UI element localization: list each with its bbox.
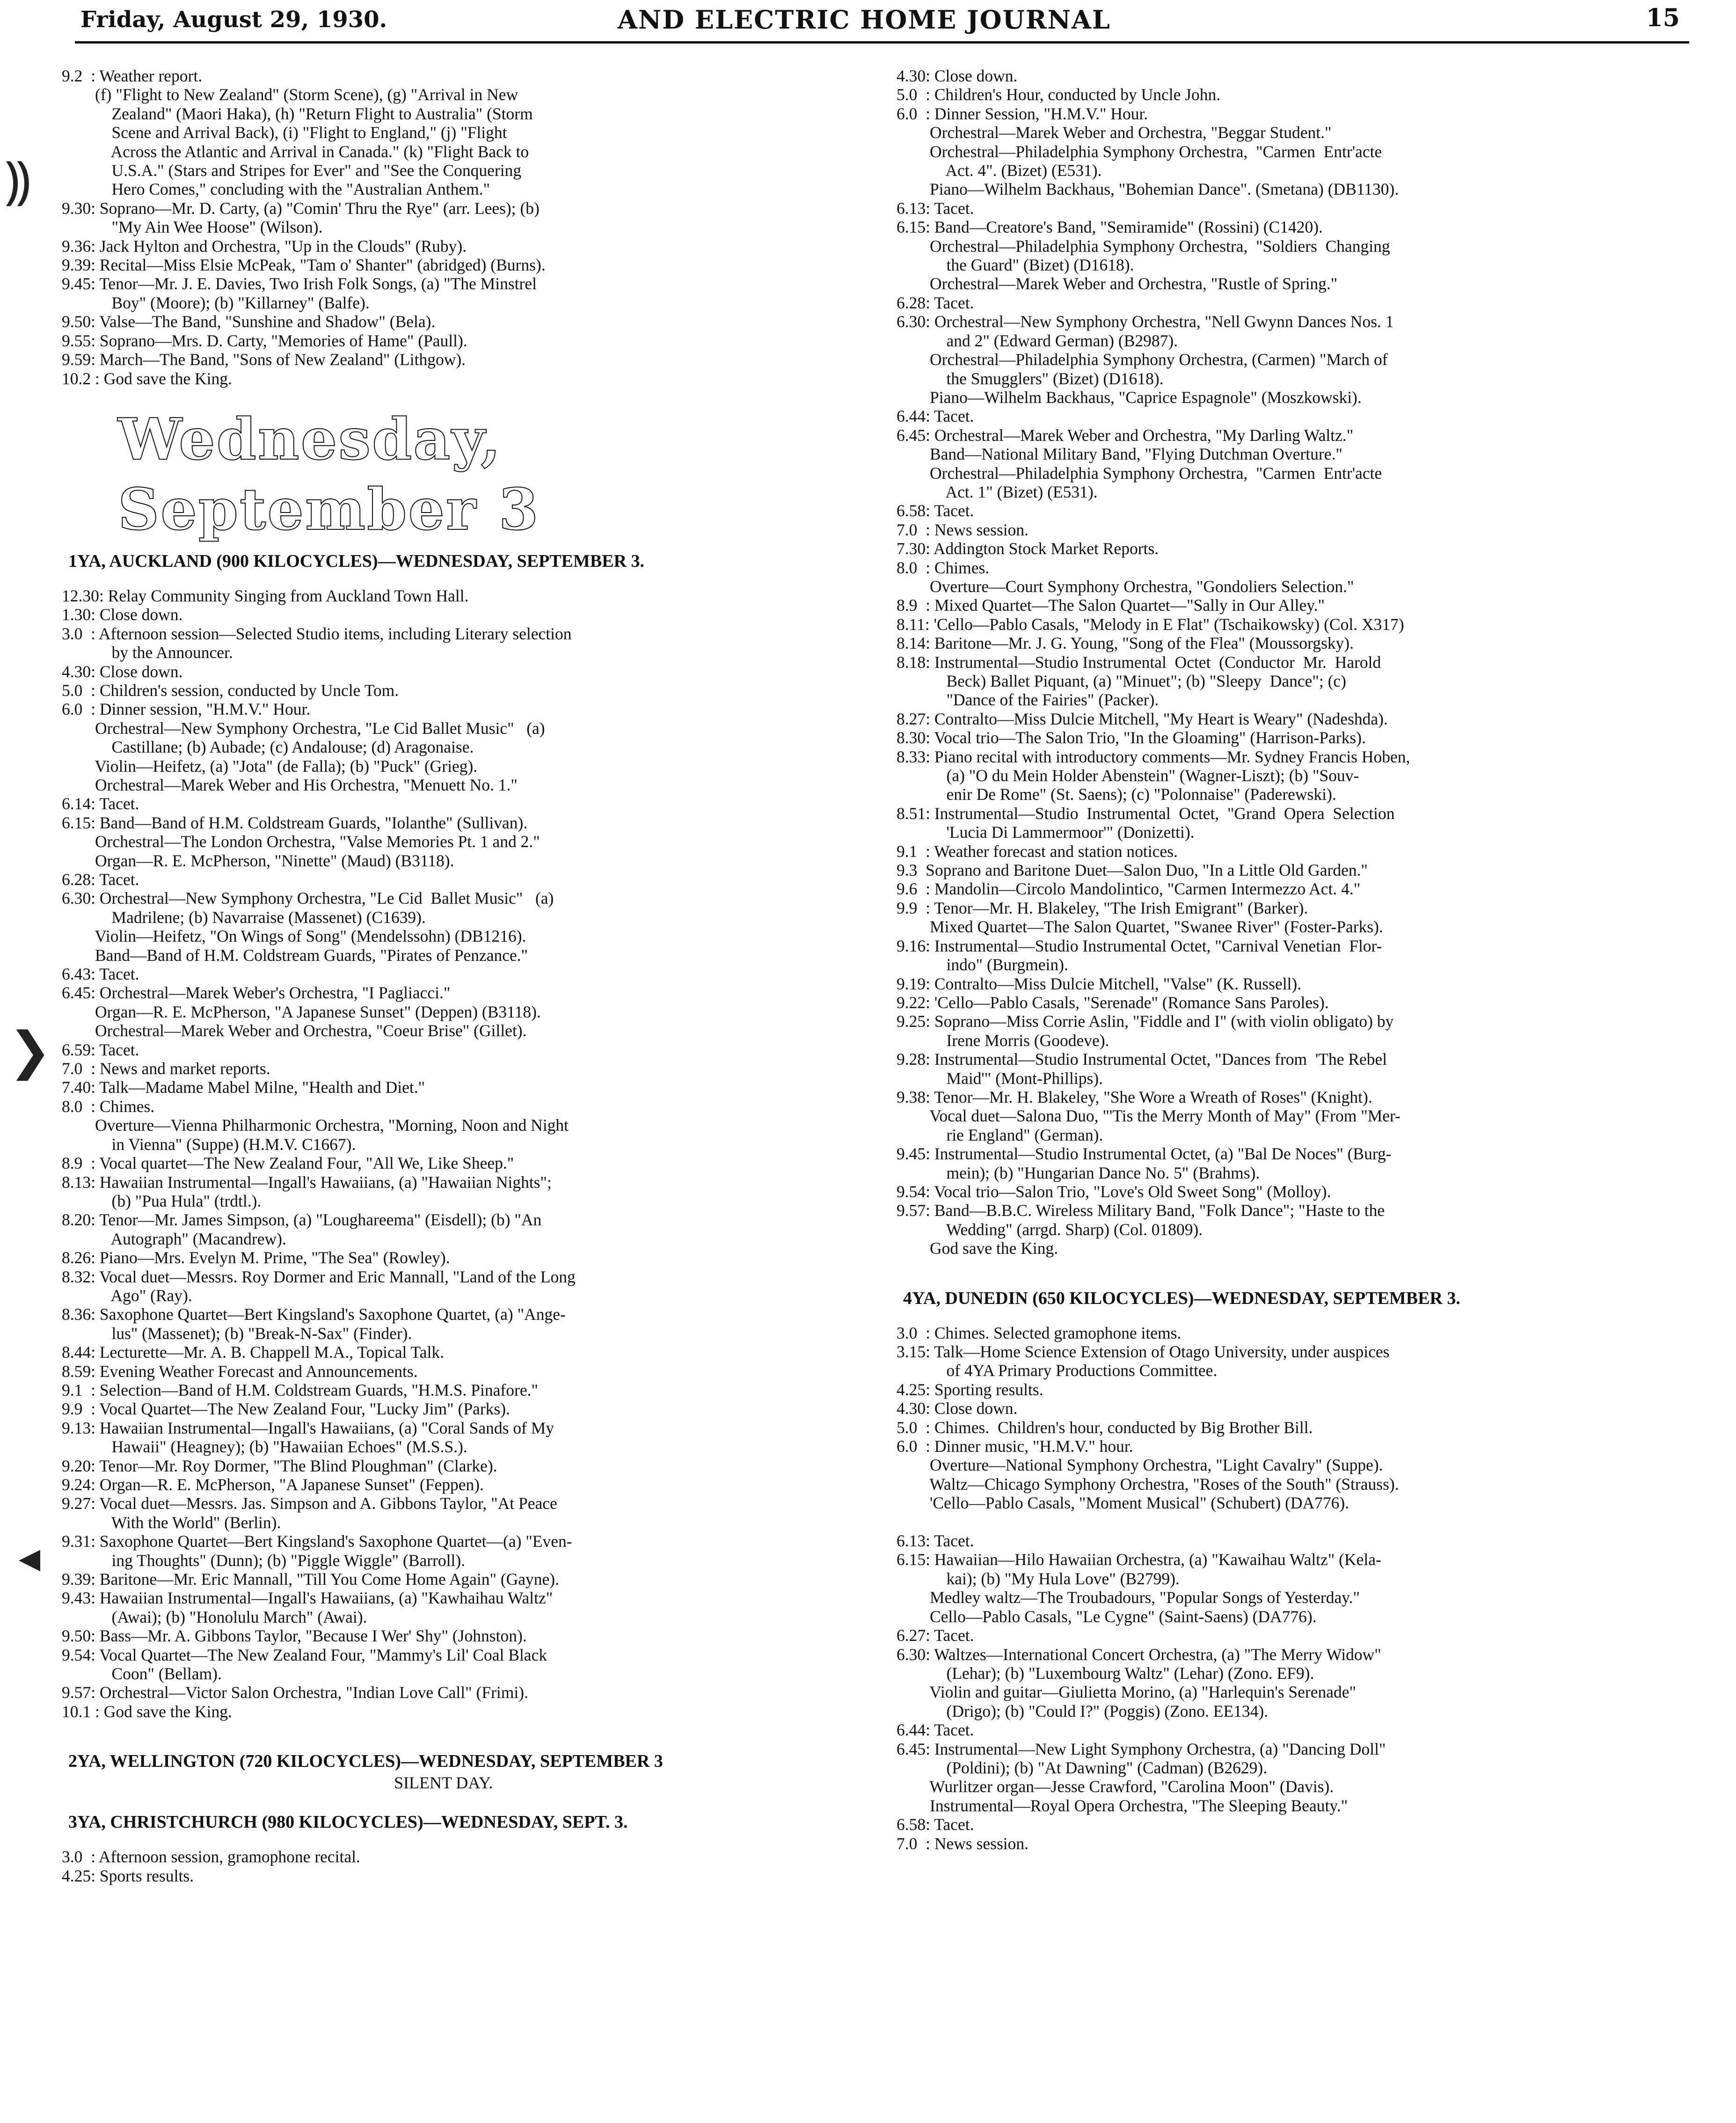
program-line: "My Ain Wee Hoose" (Wilson). bbox=[62, 218, 323, 237]
program-line: 9.13: Hawaiian Instrumental—Ingall's Hawaiians, (a) "Coral Sands of My bbox=[62, 1418, 554, 1437]
program-line: (f) "Flight to New Zealand" (Storm Scene), (g) "Arrival in New bbox=[62, 85, 518, 104]
program-line: mein); (b) "Hungarian Dance No. 5" (Brahms). bbox=[897, 1163, 1260, 1182]
left-column bbox=[62, 66, 867, 1885]
program-line: 3.0 : Afternoon session, gramophone recital. bbox=[62, 1847, 360, 1867]
station-heading-2ya: 2YA, WELLINGTON (720 KILOCYCLES)—WEDNESDAY, SEPTEMBER 3 bbox=[68, 1751, 663, 1772]
program-line: Overture—Court Symphony Orchestra, "Gondoliers Selection." bbox=[897, 577, 1354, 596]
program-line: Waltz—Chicago Symphony Orchestra, "Roses of the South" (Strauss). bbox=[897, 1474, 1399, 1493]
program-line: 6.44: Tacet. bbox=[897, 407, 974, 426]
program-line: 9.6 : Mandolin—Circolo Mandolintico, "Carmen Intermezzo Act. 4." bbox=[897, 879, 1361, 899]
program-line: ing Thoughts" (Dunn); (b) "Piggle Wiggle" (Barroll). bbox=[62, 1551, 466, 1570]
program-line: Act. 4". (Bizet) (E531). bbox=[897, 161, 1102, 180]
program-line: 'Cello—Pablo Casals, "Moment Musical" (Schubert) (DA776). bbox=[897, 1493, 1349, 1513]
program-line: Organ—R. E. McPherson, "A Japanese Sunset" (Deppen) (B3118). bbox=[62, 1002, 541, 1021]
program-line: Wedding" (arrgd. Sharp) (Col. 01809). bbox=[897, 1220, 1203, 1239]
program-line: Irene Morris (Goodeve). bbox=[897, 1031, 1109, 1050]
program-line: 8.11: 'Cello—Pablo Casals, "Melody in E Flat" (Tschaikowsky) (Col. X317) bbox=[897, 615, 1404, 634]
program-line: 9.50: Valse—The Band, "Sunshine and Shadow" (Bela). bbox=[62, 312, 436, 331]
program-line: 9.45: Instrumental—Studio Instrumental Octet, (a) "Bal De Noces" (Burg- bbox=[897, 1144, 1392, 1164]
program-line: 6.45: Orchestral—Marek Weber's Orchestra, "I Pagliacci." bbox=[62, 983, 451, 1003]
program-line: 3.15: Talk—Home Science Extension of Otago University, under auspices bbox=[897, 1342, 1390, 1361]
program-line: Orchestral—Philadelphia Symphony Orchestra, "Carmen Entr'acte bbox=[897, 463, 1382, 483]
program-line: 1.30: Close down. bbox=[62, 605, 183, 624]
program-line: 8.0 : Chimes. bbox=[62, 1097, 155, 1116]
program-line: 4.25: Sports results. bbox=[62, 1866, 194, 1885]
program-line: 'Lucia Di Lammermoor'" (Donizetti). bbox=[897, 823, 1195, 842]
program-line: Zealand" (Maori Haka), (h) "Return Flight to Australia" (Storm bbox=[62, 104, 533, 123]
program-line: 9.30: Soprano—Mr. D. Carty, (a) "Comin' Thru the Rye" (arr. Lees); (b) bbox=[62, 198, 540, 218]
station-heading-3ya: 3YA, CHRISTCHURCH (980 KILOCYCLES)—WEDNESDAY, SEPT. 3. bbox=[68, 1812, 628, 1832]
program-line: 9.43: Hawaiian Instrumental—Ingall's Hawaiians, (a) "Kawhaihau Waltz" bbox=[62, 1589, 553, 1608]
program-line: 8.33: Piano recital with introductory comments—Mr. Sydney Francis Hoben, bbox=[897, 747, 1410, 766]
program-line: 7.40: Talk—Madame Mabel Milne, "Health and Diet." bbox=[62, 1078, 425, 1097]
header-journal-title: AND ELECTRIC HOME JOURNAL bbox=[618, 5, 1111, 35]
program-line: 9.24: Organ—R. E. McPherson, "A Japanese Sunset" (Feppen). bbox=[62, 1475, 484, 1494]
program-line: 6.15: Hawaiian—Hilo Hawaiian Orchestra, (a) "Kawaihau Waltz" (Kela- bbox=[897, 1550, 1381, 1569]
program-line: (Awai); (b) "Honolulu March" (Awai). bbox=[62, 1607, 367, 1626]
station-heading-1ya: 1YA, AUCKLAND (900 KILOCYCLES)—WEDNESDAY, SEPTEMBER 3. bbox=[68, 551, 645, 571]
program-line: Medley waltz—The Troubadours, "Popular Songs of Yesterday." bbox=[897, 1588, 1360, 1607]
program-line: 12.30: Relay Community Singing from Auckland Town Hall. bbox=[62, 586, 469, 605]
program-line: 8.18: Instrumental—Studio Instrumental Octet (Conductor Mr. Harold bbox=[897, 652, 1381, 672]
program-line: Orchestral—Marek Weber and Orchestra, "Rustle of Spring." bbox=[897, 274, 1338, 293]
page-number: 15 bbox=[1646, 4, 1680, 32]
right-column bbox=[897, 66, 1687, 1853]
program-line: 6.13: Tacet. bbox=[897, 1531, 974, 1551]
program-line: 9.54: Vocal Quartet—The New Zealand Four, "Mammy's Lil' Coal Black bbox=[62, 1645, 547, 1664]
program-line: 8.13: Hawaiian Instrumental—Ingall's Hawaiians, (a) "Hawaiian Nights"; bbox=[62, 1172, 552, 1192]
program-line: 6.30: Orchestral—New Symphony Orchestra, "Nell Gwynn Dances Nos. 1 bbox=[897, 312, 1394, 331]
program-line: 9.3 Soprano and Baritone Duet—Salon Duo, "In a Little Old Garden." bbox=[897, 861, 1368, 880]
program-line: 4.30: Close down. bbox=[62, 662, 183, 681]
program-line: 8.32: Vocal duet—Messrs. Roy Dormer and Eric Mannall, "Land of the Long bbox=[62, 1267, 576, 1286]
program-line: 7.0 : News session. bbox=[897, 1834, 1029, 1853]
program-line: 9.57: Band—B.B.C. Wireless Military Band, "Folk Dance"; "Haste to the bbox=[897, 1201, 1385, 1220]
program-line: and 2" (Edward German) (B2987). bbox=[897, 331, 1178, 350]
program-line: 6.58: Tacet. bbox=[897, 1815, 974, 1834]
program-line: 9.28: Instrumental—Studio Instrumental Octet, "Dances from 'The Rebel bbox=[897, 1050, 1387, 1069]
program-line: Violin—Heifetz, "On Wings of Song" (Mendelssohn) (DB1216). bbox=[62, 927, 526, 946]
program-line: 9.1 : Weather forecast and station notices. bbox=[897, 842, 1178, 861]
program-line: 7.0 : News session. bbox=[897, 520, 1029, 539]
program-line: 9.36: Jack Hylton and Orchestra, "Up in the Clouds" (Ruby). bbox=[62, 236, 467, 256]
program-line: Orchestral—New Symphony Orchestra, "Le Cid Ballet Music" (a) bbox=[62, 718, 545, 738]
program-line: Orchestral—Marek Weber and Orchestra, "Beggar Student." bbox=[897, 123, 1332, 142]
program-line bbox=[897, 1513, 1687, 1531]
program-line: 5.0 : Children's Hour, conducted by Uncle John. bbox=[897, 85, 1221, 104]
program-line: 6.43: Tacet. bbox=[62, 965, 139, 984]
program-line: 8.36: Saxophone Quartet—Bert Kingsland's Saxophone Quartet, (a) "Ange- bbox=[62, 1305, 566, 1324]
program-line: 9.27: Vocal duet—Messrs. Jas. Simpson and A. Gibbons Taylor, "At Peace bbox=[62, 1494, 557, 1513]
program-line: (Poldini); (b) "At Dawning" (Cadman) (B2629). bbox=[897, 1758, 1268, 1777]
program-line: 8.26: Piano—Mrs. Evelyn M. Prime, "The Sea" (Rowley). bbox=[62, 1248, 450, 1267]
program-line: Mixed Quartet—The Salon Quartet, "Swanee River" (Foster-Parks). bbox=[897, 917, 1383, 937]
program-line: indo" (Burgmein). bbox=[897, 955, 1068, 974]
program-line: Piano—Wilhelm Backhaus, "Bohemian Dance". (Smetana) (DB1130). bbox=[897, 180, 1399, 199]
program-line: of 4YA Primary Productions Committee. bbox=[897, 1361, 1218, 1380]
margin-mark-top: ⸩ bbox=[5, 150, 31, 210]
header-date: Friday, August 29, 1930. bbox=[80, 7, 387, 33]
program-line: Hero Comes," concluding with the "Australian Anthem." bbox=[62, 180, 490, 199]
program-line: Piano—Wilhelm Backhaus, "Caprice Espagnole" (Moszkowski). bbox=[897, 388, 1362, 407]
program-line: Orchestral—The London Orchestra, "Valse Memories Pt. 1 and 2." bbox=[62, 832, 540, 851]
program-list-4ya bbox=[897, 1324, 1687, 1853]
program-line: Orchestral—Marek Weber and Orchestra, "Coeur Brise" (Gillet). bbox=[62, 1021, 527, 1040]
program-line: Across the Atlantic and Arrival in Canada." (k) "Flight Back to bbox=[62, 142, 529, 161]
program-line: Overture—Vienna Philharmonic Orchestra, "Morning, Noon and Night bbox=[62, 1116, 569, 1135]
program-list-3ya bbox=[62, 1847, 867, 1885]
program-list-3ya-continued bbox=[897, 66, 1687, 1258]
program-line: 8.51: Instrumental—Studio Instrumental Octet, "Grand Opera Selection bbox=[897, 804, 1395, 823]
program-line: 9.55: Soprano—Mrs. D. Carty, "Memories of Hame" (Paull). bbox=[62, 331, 467, 350]
program-line: Cello—Pablo Casals, "Le Cygne" (Saint-Saens) (DA776). bbox=[897, 1607, 1317, 1626]
program-line: 8.59: Evening Weather Forecast and Announcements. bbox=[62, 1362, 418, 1381]
program-line: Scene and Arrival Back), (i) "Flight to England," (j) "Flight bbox=[62, 123, 507, 142]
program-line: 6.59: Tacet. bbox=[62, 1040, 139, 1059]
program-line: Act. 1" (Bizet) (E531). bbox=[897, 482, 1098, 501]
program-line: 8.30: Vocal trio—The Salon Trio, "In the Gloaming" (Harrison-Parks). bbox=[897, 728, 1366, 747]
program-line: 6.45: Instrumental—New Light Symphony Orchestra, (a) "Dancing Doll" bbox=[897, 1739, 1386, 1758]
program-line: 8.9 : Mixed Quartet—The Salon Quartet—"Sally in Our Alley." bbox=[897, 596, 1325, 615]
program-line: 8.9 : Vocal quartet—The New Zealand Four, "All We, Like Sheep." bbox=[62, 1154, 514, 1173]
program-line: 5.0 : Children's session, conducted by Uncle Tom. bbox=[62, 681, 399, 700]
program-line: 6.30: Waltzes—International Concert Orchestra, (a) "The Merry Widow" bbox=[897, 1645, 1381, 1664]
program-line: 10.2 : God save the King. bbox=[62, 369, 232, 388]
program-line: Boy" (Moore); (b) "Killarney" (Balfe). bbox=[62, 293, 370, 312]
page-header bbox=[75, 0, 1689, 44]
program-line: 9.9 : Tenor—Mr. H. Blakeley, "The Irish Emigrant" (Barker). bbox=[897, 898, 1308, 917]
program-line: 4.30: Close down. bbox=[897, 66, 1018, 85]
program-line: Organ—R. E. McPherson, "Ninette" (Maud) (B3118). bbox=[62, 851, 454, 870]
program-line: 8.0 : Chimes. bbox=[897, 558, 990, 577]
margin-mark-lower: ◀ bbox=[19, 1542, 41, 1575]
program-line: 6.45: Orchestral—Marek Weber and Orchestra, "My Darling Waltz." bbox=[897, 425, 1354, 445]
station-heading-4ya: 4YA, DUNEDIN (650 KILOCYCLES)—WEDNESDAY, SEPTEMBER 3. bbox=[903, 1288, 1460, 1308]
program-line: (Drigo); (b) "Could I?" (Poggis) (Zono. EE134). bbox=[897, 1701, 1269, 1720]
program-line: Madrilene; (b) Navarraise (Massenet) (C1639). bbox=[62, 908, 426, 927]
program-line: 8.14: Baritone—Mr. J. G. Young, "Song of the Flea" (Moussorgsky). bbox=[897, 634, 1354, 653]
program-line: by the Announcer. bbox=[62, 643, 233, 662]
program-line: Band—Band of H.M. Coldstream Guards, "Pirates of Penzance." bbox=[62, 945, 528, 965]
program-line: Beck) Ballet Piquant, (a) "Minuet"; (b) "Sleepy Dance"; (c) bbox=[897, 672, 1346, 690]
program-line: Castillane; (b) Aubade; (c) Andalouse; (d) Aragonaise. bbox=[62, 738, 474, 757]
program-line: Autograph" (Macandrew). bbox=[62, 1229, 286, 1248]
silent-day-note: SILENT DAY. bbox=[394, 1773, 493, 1793]
program-line: 9.38: Tenor—Mr. H. Blakeley, "She Wore a Wreath of Roses" (Knight). bbox=[897, 1087, 1372, 1106]
program-line: 9.20: Tenor—Mr. Roy Dormer, "The Blind Ploughman" (Clarke). bbox=[62, 1456, 497, 1475]
program-line: 6.28: Tacet. bbox=[897, 293, 974, 312]
program-line: rie England" (German). bbox=[897, 1125, 1103, 1144]
program-line: lus" (Massenet); (b) "Break-N-Sax" (Finder). bbox=[62, 1324, 412, 1343]
program-line: 9.31: Saxophone Quartet—Bert Kingsland's Saxophone Quartet—(a) "Even- bbox=[62, 1532, 572, 1551]
program-line: Hawaii" (Heagney); (b) "Hawaiian Echoes" (M.S.S.). bbox=[62, 1437, 467, 1457]
program-line: 9.50: Bass—Mr. A. Gibbons Taylor, "Because I Wer' Shy" (Johnston). bbox=[62, 1626, 527, 1646]
program-line: in Vienna" (Suppe) (H.M.V. C1667). bbox=[62, 1135, 356, 1154]
program-line: 9.1 : Selection—Band of H.M. Coldstream Guards, "H.M.S. Pinafore." bbox=[62, 1380, 538, 1399]
program-line: 7.0 : News and market reports. bbox=[62, 1059, 270, 1078]
program-line: (a) "O du Mein Holder Abenstein" (Wagner-Liszt); (b) "Souv- bbox=[897, 766, 1359, 785]
program-line: Vocal duet—Salona Duo, "'Tis the Merry Month of May" (From "Mer- bbox=[897, 1106, 1400, 1126]
program-line: (b) "Pua Hula" (trdtl.). bbox=[62, 1191, 262, 1210]
program-line: 10.1 : God save the King. bbox=[62, 1702, 232, 1721]
program-line: 9.16: Instrumental—Studio Instrumental Octet, "Carnival Venetian Flor- bbox=[897, 936, 1382, 955]
program-line: 9.39: Recital—Miss Elsie McPeak, "Tam o' Shanter" (abridged) (Burns). bbox=[62, 256, 546, 275]
program-line: 4.25: Sporting results. bbox=[897, 1380, 1043, 1399]
program-line: 9.57: Orchestral—Victor Salon Orchestra, "Indian Love Call" (Frimi). bbox=[62, 1683, 528, 1702]
program-line: 5.0 : Chimes. Children's hour, conducted by Big Brother Bill. bbox=[897, 1418, 1313, 1437]
program-line: 9.22: 'Cello—Pablo Casals, "Serenade" (Romance Sans Paroles). bbox=[897, 993, 1329, 1012]
program-line: Violin—Heifetz, (a) "Jota" (de Falla); (b) "Puck" (Grieg). bbox=[62, 756, 478, 776]
program-line: 9.39: Baritone—Mr. Eric Mannall, "Till You Come Home Again" (Gayne). bbox=[62, 1570, 560, 1589]
program-line: Orchestral—Philadelphia Symphony Orchestra, "Carmen Entr'acte bbox=[897, 142, 1382, 161]
program-line: 6.30: Orchestral—New Symphony Orchestra, "Le Cid Ballet Music" (a) bbox=[62, 889, 554, 908]
program-line: Band—National Military Band, "Flying Dutchman Overture." bbox=[897, 445, 1342, 464]
program-line: 9.9 : Vocal Quartet—The New Zealand Four, "Lucky Jim" (Parks). bbox=[62, 1399, 510, 1419]
program-line: Orchestral—Philadelphia Symphony Orchestra, (Carmen) "March of bbox=[897, 350, 1388, 369]
program-line: 6.0 : Dinner Session, "H.M.V." Hour. bbox=[897, 104, 1148, 123]
program-line: God save the King. bbox=[897, 1239, 1058, 1258]
program-line: Maid'" (Mont-Phillips). bbox=[897, 1069, 1103, 1088]
margin-mark-middle: ❯ bbox=[8, 1021, 52, 1081]
program-line: kai); (b) "My Hula Love" (B2799). bbox=[897, 1569, 1180, 1588]
program-line: 9.2 : Weather report. bbox=[62, 66, 203, 85]
program-line: "Dance of the Fairies" (Packer). bbox=[897, 690, 1159, 710]
program-line: 9.19: Contralto—Miss Dulcie Mitchell, "Valse" (K. Russell). bbox=[897, 974, 1302, 993]
program-line: the Smugglers" (Bizet) (D1618). bbox=[897, 369, 1164, 388]
program-line: 6.27: Tacet. bbox=[897, 1626, 974, 1645]
program-line: 6.15: Band—Creatore's Band, "Semiramide" (Rossini) (C1420). bbox=[897, 218, 1323, 237]
program-line: 8.20: Tenor—Mr. James Simpson, (a) "Loughareema" (Eisdell); (b) "An bbox=[62, 1210, 542, 1230]
program-line: 6.14: Tacet. bbox=[62, 794, 139, 813]
program-line: With the World" (Berlin). bbox=[62, 1513, 281, 1532]
program-line: 6.58: Tacet. bbox=[897, 501, 974, 520]
program-line: 3.0 : Chimes. Selected gramophone items. bbox=[897, 1323, 1182, 1342]
program-line: 8.27: Contralto—Miss Dulcie Mitchell, "My Heart is Weary" (Nadeshda). bbox=[897, 709, 1388, 728]
program-line: 9.45: Tenor—Mr. J. E. Davies, Two Irish Folk Songs, (a) "The Minstrel bbox=[62, 274, 537, 293]
program-line: 6.0 : Dinner session, "H.M.V." Hour. bbox=[62, 700, 311, 719]
program-line: 9.54: Vocal trio—Salon Trio, "Love's Old Sweet Song" (Molloy). bbox=[897, 1182, 1331, 1201]
program-line: Ago" (Ray). bbox=[62, 1286, 192, 1305]
program-line: Orchestral—Philadelphia Symphony Orchestra, "Soldiers Changing bbox=[897, 236, 1390, 256]
program-line: 9.25: Soprano—Miss Corrie Aslin, "Fiddle and I" (with violin obligato) by bbox=[897, 1012, 1394, 1031]
program-continued-list bbox=[62, 66, 867, 388]
program-line: the Guard" (Bizet) (D1618). bbox=[897, 256, 1134, 275]
program-line: 6.28: Tacet. bbox=[62, 870, 139, 889]
program-line: 6.15: Band—Band of H.M. Coldstream Guards, "Iolanthe" (Sullivan). bbox=[62, 813, 528, 832]
program-line: Wurlitzer organ—Jesse Crawford, "Carolina Moon" (Davis). bbox=[897, 1777, 1334, 1796]
program-line: U.S.A." (Stars and Stripes for Ever" and "See the Conquering bbox=[62, 161, 522, 180]
program-line: 3.0 : Afternoon session—Selected Studio items, including Literary selection bbox=[62, 624, 572, 643]
program-line: 6.13: Tacet. bbox=[897, 198, 974, 218]
program-line: Orchestral—Marek Weber and His Orchestra, "Menuett No. 1." bbox=[62, 775, 518, 794]
program-line: 7.30: Addington Stock Market Reports. bbox=[897, 539, 1159, 558]
program-line: (Lehar); (b) "Luxembourg Waltz" (Lehar) (Zono. EF9). bbox=[897, 1663, 1314, 1683]
program-line: Overture—National Symphony Orchestra, "Light Cavalry" (Suppe). bbox=[897, 1456, 1383, 1475]
program-line: Coon" (Bellam). bbox=[62, 1664, 222, 1684]
program-line: 8.44: Lecturette—Mr. A. B. Chappell M.A., Topical Talk. bbox=[62, 1343, 445, 1362]
program-line: Violin and guitar—Giulietta Morino, (a) "Harlequin's Serenade" bbox=[897, 1683, 1356, 1702]
day-title: Wednesday, September 3 bbox=[118, 405, 540, 543]
program-line: 9.59: March—The Band, "Sons of New Zealand" (Lithgow). bbox=[62, 350, 466, 369]
program-line: 6.0 : Dinner music, "H.M.V." hour. bbox=[897, 1437, 1133, 1456]
program-line: 6.44: Tacet. bbox=[897, 1720, 974, 1740]
program-line: 4.30: Close down. bbox=[897, 1399, 1018, 1418]
program-list-1ya bbox=[62, 586, 867, 1721]
program-line: Instrumental—Royal Opera Orchestra, "The Sleeping Beauty." bbox=[897, 1796, 1348, 1815]
program-line: enir De Rome" (St. Saens); (c) "Polonnaise" (Paderewski). bbox=[897, 785, 1336, 804]
